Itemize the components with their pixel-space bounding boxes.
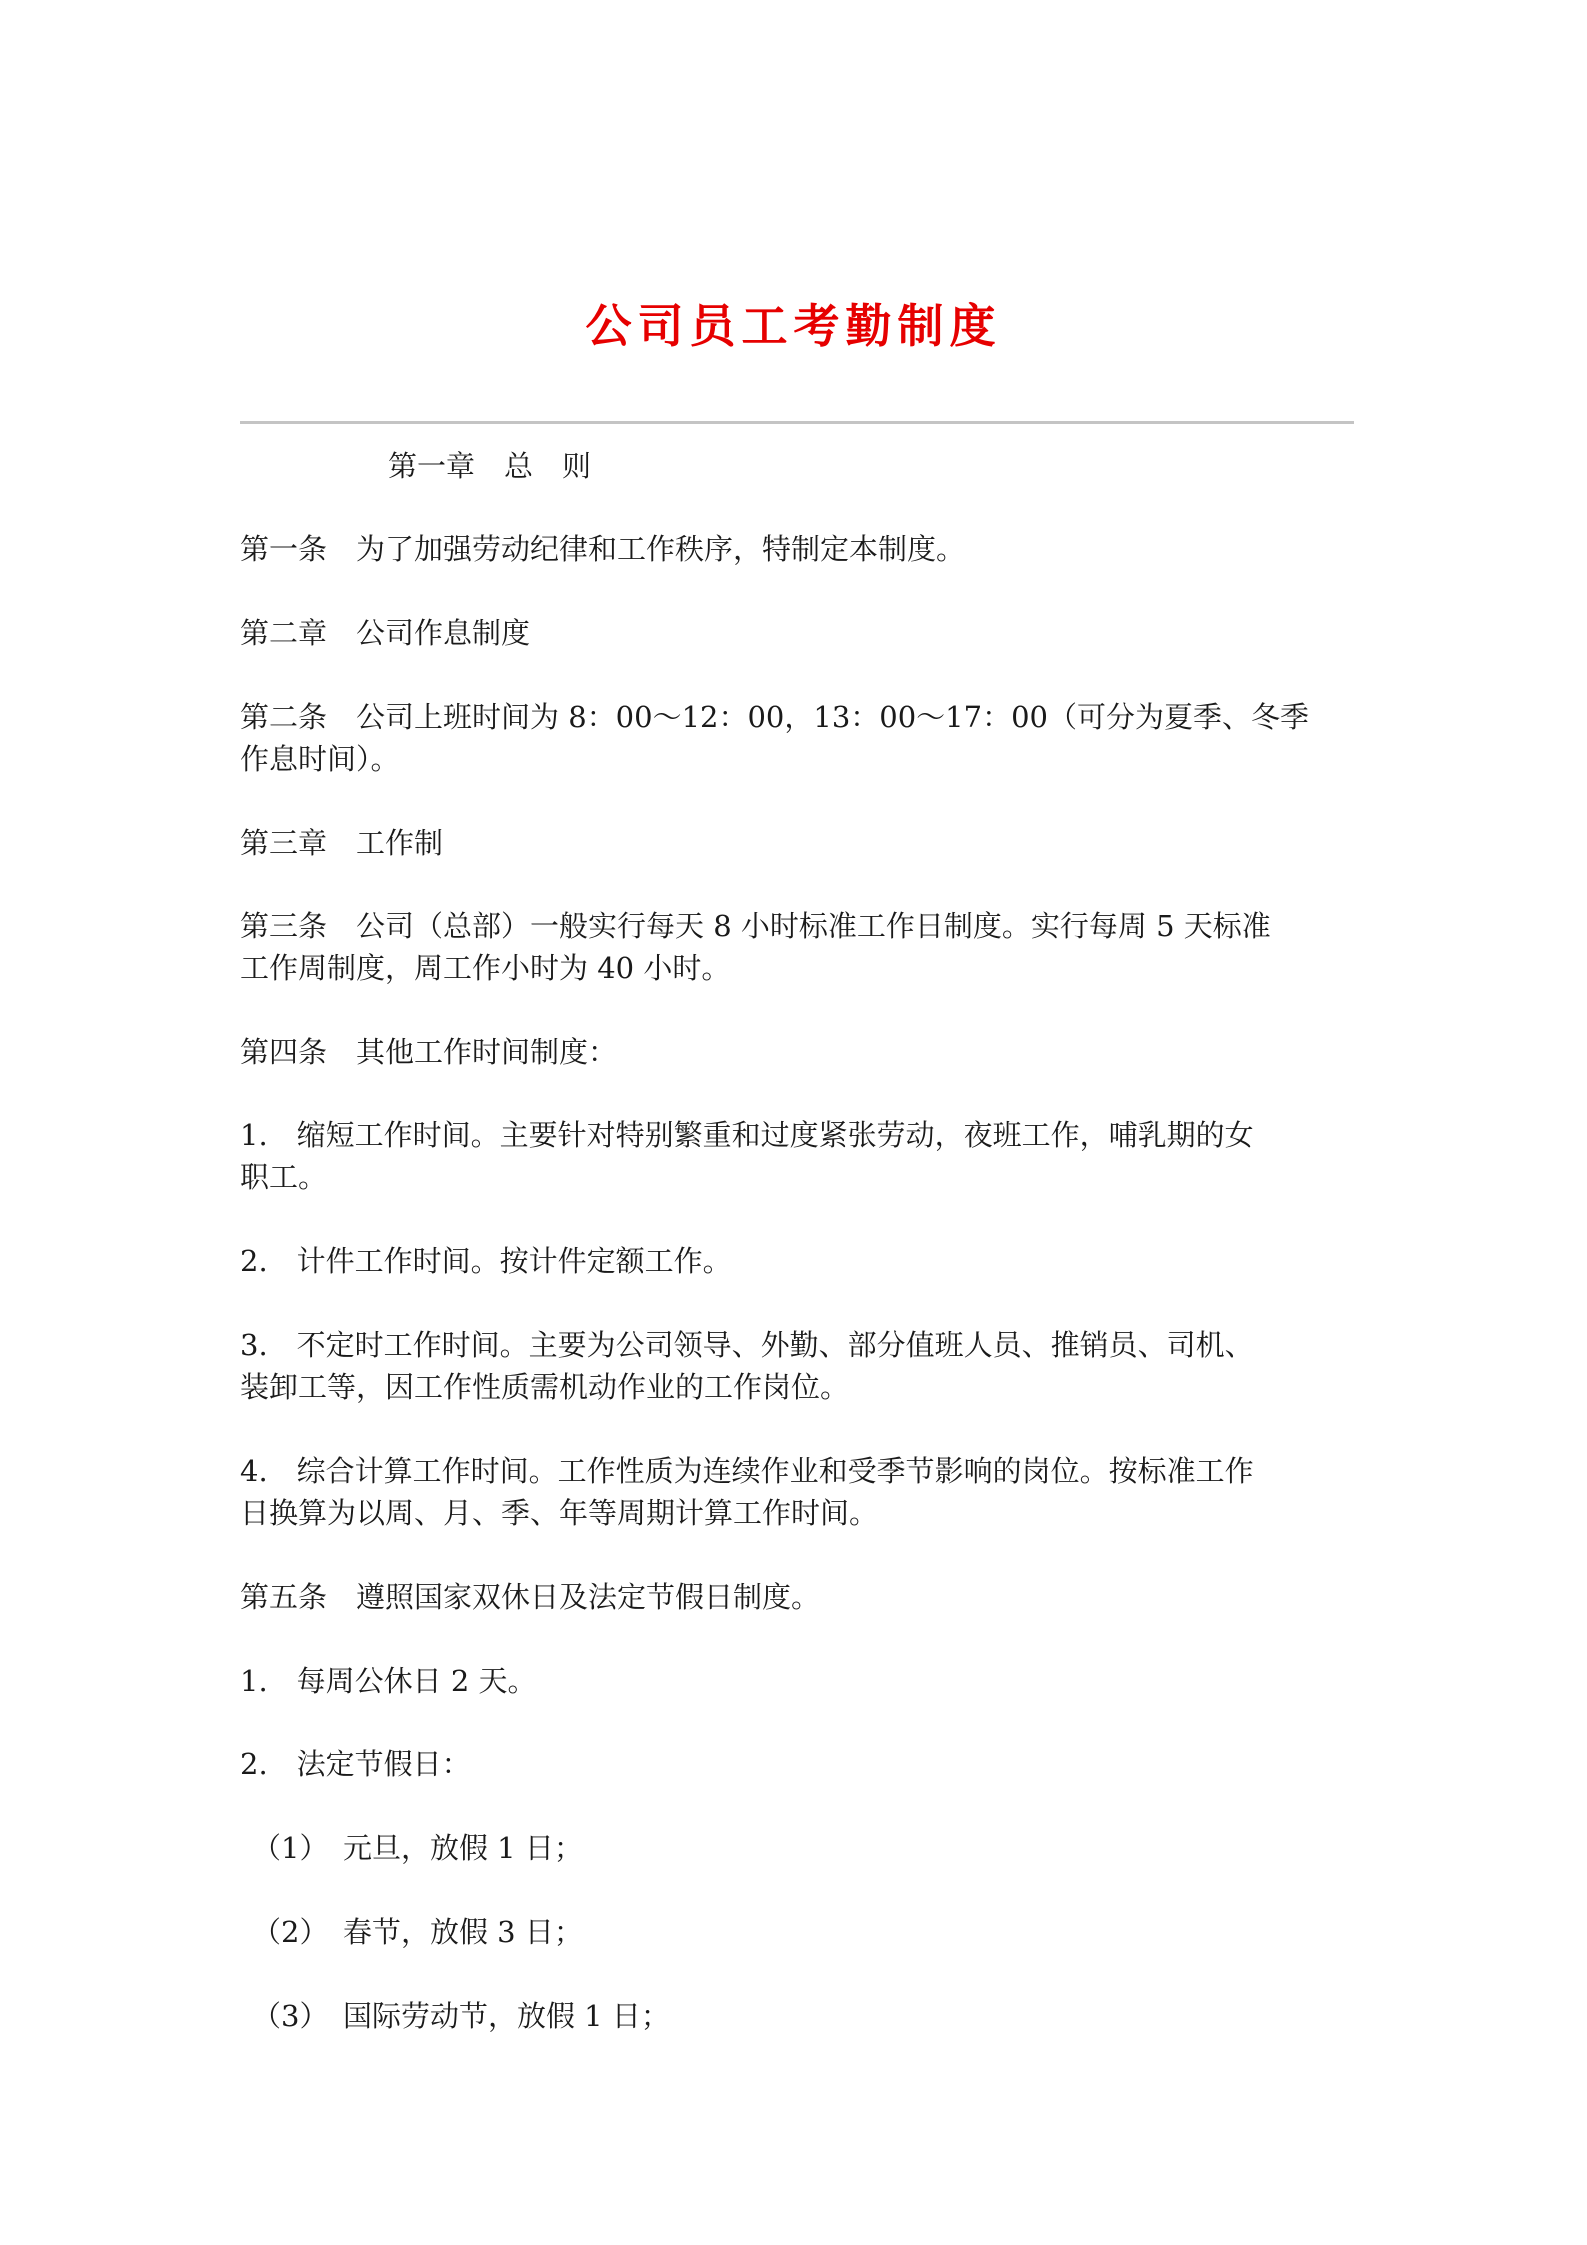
holiday-item-2: （2） 春节，放假 3 日； [252, 1915, 583, 1949]
chapter-2-heading: 第二章 公司作息制度 [240, 616, 531, 650]
article-1: 第一条 为了加强劳动纪律和工作秩序，特制定本制度。 [240, 532, 966, 566]
document-title: 公司员工考勤制度 [585, 299, 1002, 353]
chapter-1-heading: 第一章 总 则 [388, 449, 592, 483]
article-3-line-2: 工作周制度，周工作小时为 40 小时。 [240, 951, 731, 985]
article-4: 第四条 其他工作时间制度： [240, 1035, 618, 1069]
article-3-line-1: 第三条 公司（总部）一般实行每天 8 小时标准工作日制度。实行每周 5 天标准 [240, 909, 1271, 943]
article-2-line-1: 第二条 公司上班时间为 8：00～12：00，13：00～17：00（可分为夏季、冬季 [240, 700, 1309, 734]
article-4-item-3-line-1: 3. 不定时工作时间。主要为公司领导、外勤、部分值班人员、推销员、司机、 [240, 1328, 1254, 1362]
title-divider [240, 421, 1354, 424]
holiday-item-1: （1） 元旦，放假 1 日； [252, 1831, 583, 1865]
article-4-item-1-line-2: 职工。 [240, 1160, 328, 1194]
article-5-item-1: 1. 每周公休日 2 天。 [240, 1664, 537, 1698]
article-5: 第五条 遵照国家双休日及法定节假日制度。 [240, 1580, 821, 1614]
article-4-item-4-line-2: 日换算为以周、月、季、年等周期计算工作时间。 [240, 1496, 879, 1530]
article-5-item-2: 2. 法定节假日： [240, 1747, 471, 1781]
article-2-line-2: 作息时间）。 [240, 742, 400, 776]
article-4-item-1-line-1: 1. 缩短工作时间。主要针对特别繁重和过度紧张劳动，夜班工作，哺乳期的女 [240, 1118, 1254, 1152]
article-4-item-4-line-1: 4. 综合计算工作时间。工作性质为连续作业和受季节影响的岗位。按标准工作 [240, 1454, 1254, 1488]
article-4-item-3-line-2: 装卸工等，因工作性质需机动作业的工作岗位。 [240, 1370, 850, 1404]
chapter-3-heading: 第三章 工作制 [240, 826, 444, 860]
holiday-item-3: （3） 国际劳动节，放假 1 日； [252, 1999, 670, 2033]
article-4-item-2: 2. 计件工作时间。按计件定额工作。 [240, 1244, 732, 1278]
